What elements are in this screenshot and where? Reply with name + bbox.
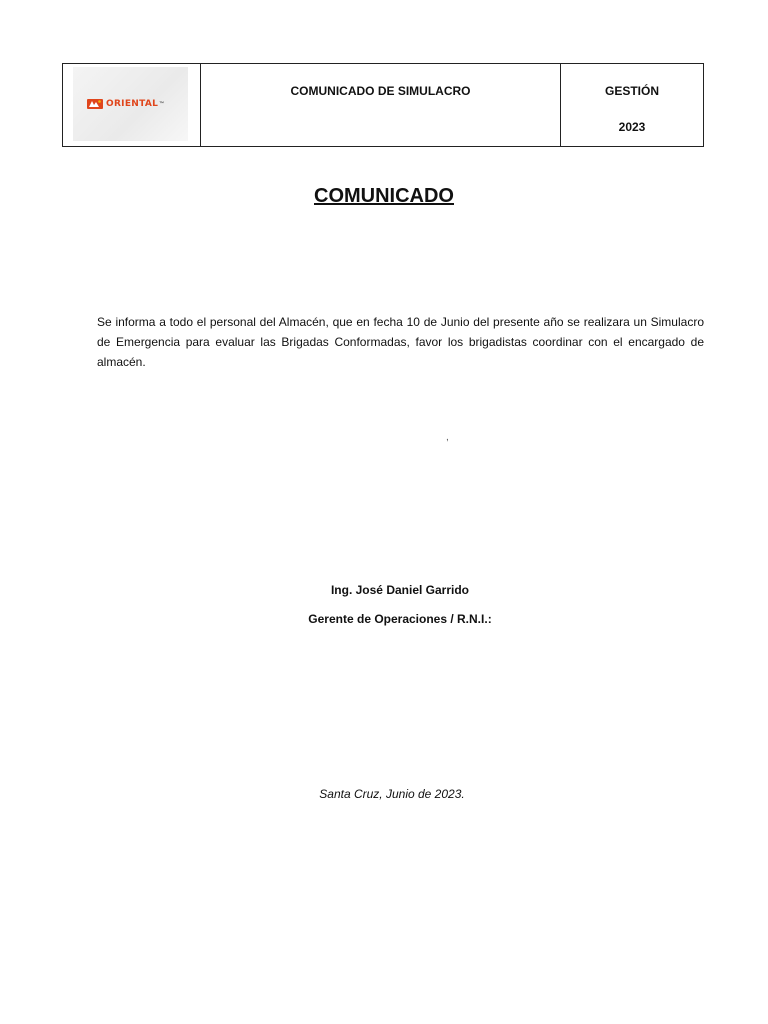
stray-mark: , — [446, 432, 449, 443]
header-title-cell — [201, 64, 561, 147]
logo-trademark: ™ — [159, 101, 165, 107]
logo-cell — [63, 64, 201, 147]
signatory-role: Gerente de Operaciones / R.N.I.: — [308, 612, 492, 626]
header-gestion-cell — [561, 64, 704, 147]
company-logo — [73, 67, 188, 141]
body-paragraph: Se informa a todo el personal del Almacén, que en fecha 10 de Junio del presente año se realizara un Simulacro de Emergencia para evaluar las Brigadas Conformadas, favor los brigadistas coordinar con el encargado de almacén. — [97, 315, 704, 369]
oriental-logo-icon — [87, 98, 103, 110]
place-and-date: Santa Cruz, Junio de 2023. — [319, 787, 465, 801]
page-title: COMUNICADO — [314, 185, 454, 207]
gestion-year: 2023 — [618, 120, 646, 134]
document-header — [62, 63, 704, 147]
gestion-label: GESTIÓN — [604, 84, 659, 98]
logo-brand-text: ORIENTAL — [106, 99, 159, 109]
signatory-name: Ing. José Daniel Garrido — [330, 583, 470, 597]
header-title: COMUNICADO DE SIMULACRO — [290, 84, 471, 98]
